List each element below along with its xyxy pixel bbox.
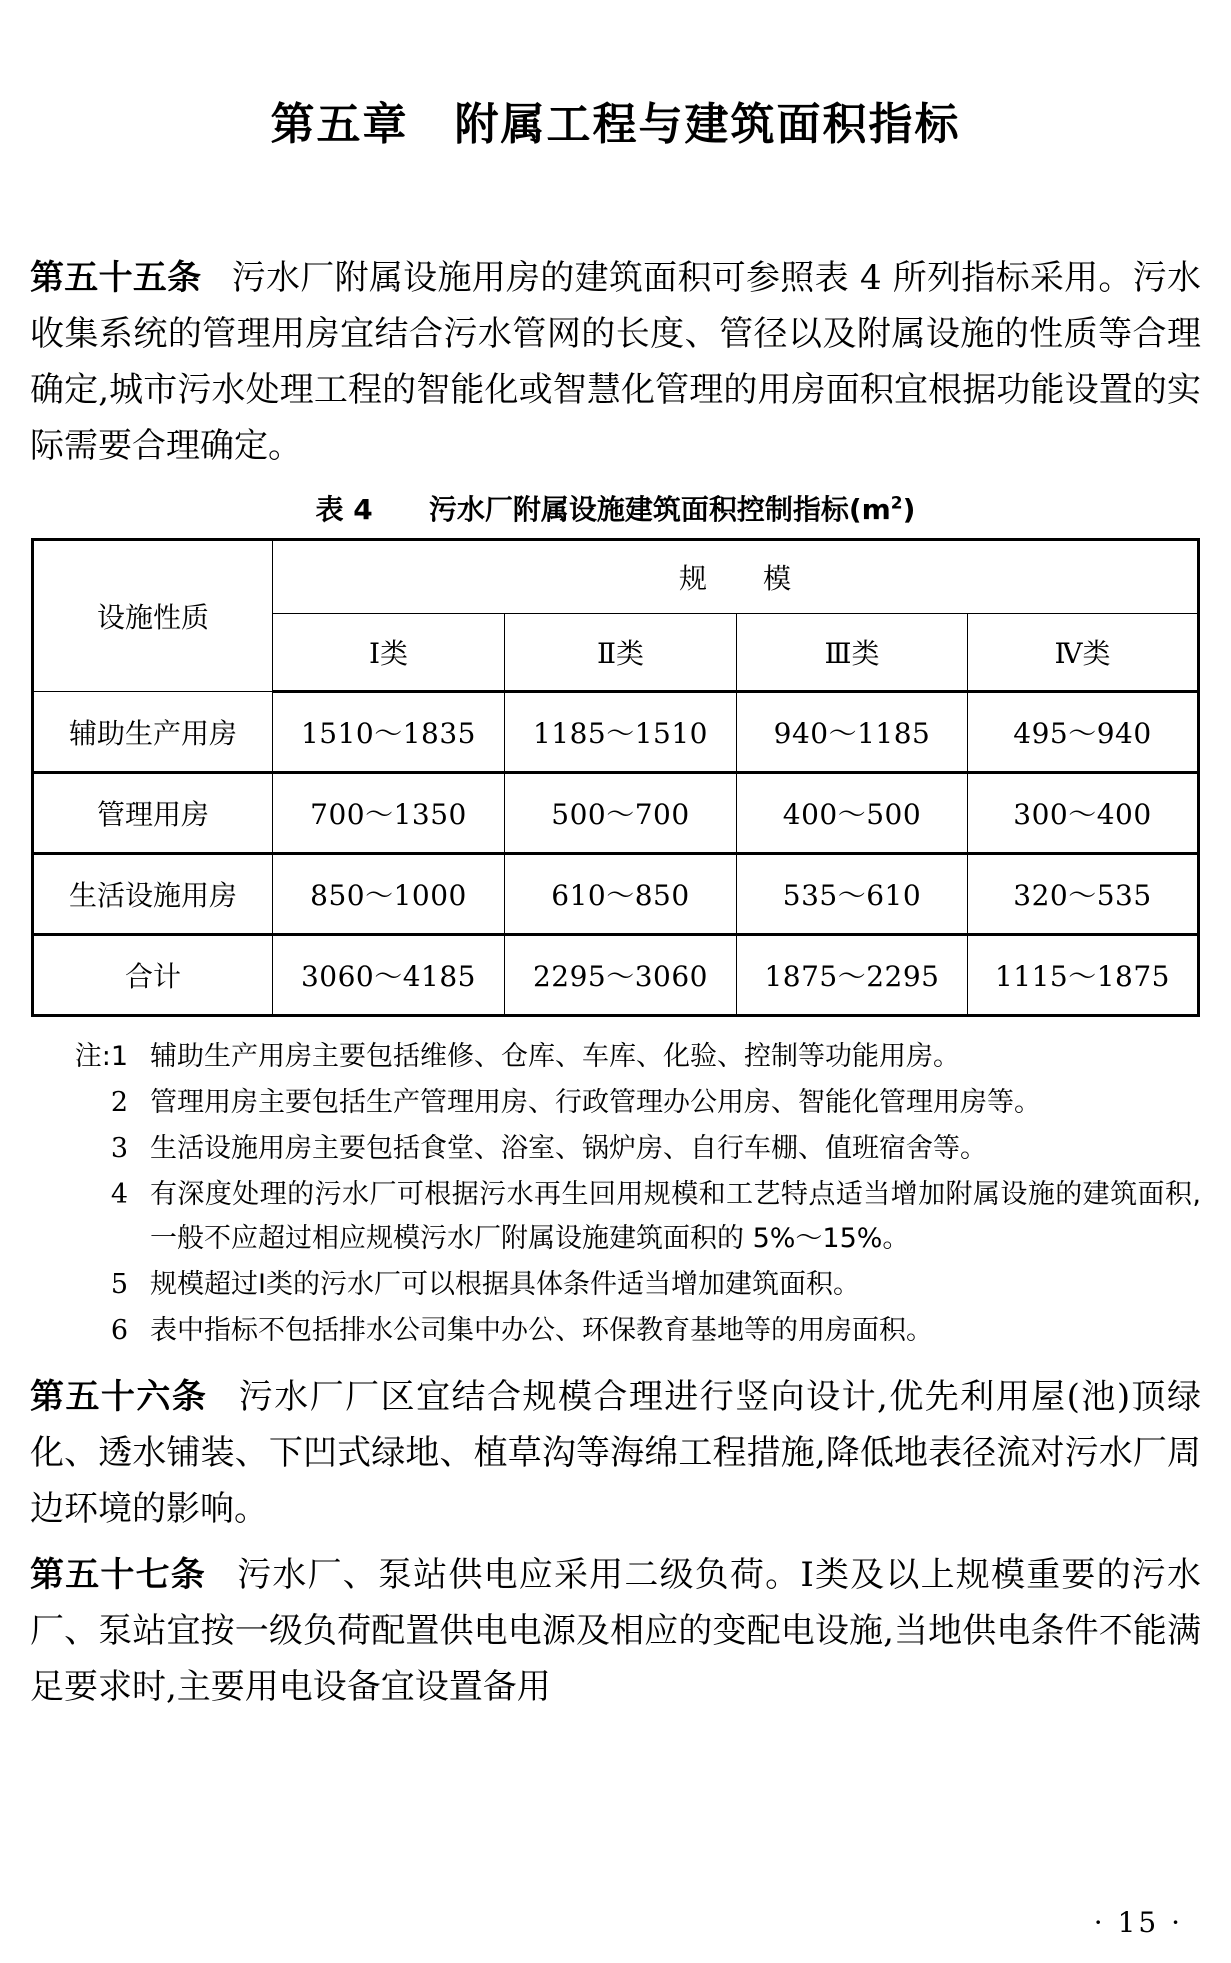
table-row: [32, 692, 1198, 773]
header-property-label: 设施性质: [32, 540, 272, 692]
cell-aux-class3: 940～1185: [736, 692, 967, 773]
note-marker-4: 4: [110, 1179, 128, 1210]
article-57-label: 第五十七条: [30, 1555, 206, 1595]
cell-mgmt-class2: 500～700: [504, 773, 736, 854]
article-56-label: 第五十六条: [30, 1377, 208, 1417]
table-header-row-scale: [32, 540, 1198, 614]
table-row: [32, 854, 1198, 935]
table-notes: [30, 1035, 1201, 1353]
page-number: · 15 ·: [1093, 1906, 1183, 1939]
area-index-table: [31, 538, 1200, 1017]
row-label-management: 管理用房: [32, 773, 272, 854]
table-caption-gap: [373, 493, 401, 526]
note-marker-1: 注:1: [74, 1041, 128, 1072]
cell-total-class4: 1115～1875: [967, 935, 1198, 1016]
cell-living-class2: 610～850: [504, 854, 736, 935]
note-item: [30, 1127, 1201, 1171]
cell-living-class1: 850～1000: [272, 854, 504, 935]
note-text-4: 有深度处理的污水厂可根据污水再生回用规模和工艺特点适当增加附属设施的建筑面积,一般不应超过相应规模污水厂附属设施建筑面积的 5%～15%。: [150, 1179, 1201, 1254]
note-text-5: 规模超过Ⅰ类的污水厂可以根据具体条件适当增加建筑面积。: [150, 1269, 860, 1300]
header-scale-label: 规 模: [272, 540, 1198, 614]
table-row: [32, 773, 1198, 854]
note-marker-3: 3: [110, 1133, 128, 1164]
article-55-label: 第五十五条: [30, 258, 202, 298]
note-item: [30, 1263, 1201, 1307]
cell-aux-class2: 1185～1510: [504, 692, 736, 773]
cell-mgmt-class3: 400～500: [736, 773, 967, 854]
cell-mgmt-class1: 700～1350: [272, 773, 504, 854]
table-caption: [30, 488, 1201, 528]
cell-total-class3: 1875～2295: [736, 935, 967, 1016]
cell-living-class4: 320～535: [967, 854, 1198, 935]
note-text-1: 辅助生产用房主要包括维修、仓库、车库、化验、控制等功能用房。: [150, 1041, 960, 1072]
header-class-4: Ⅳ类: [967, 614, 1198, 692]
row-label-living-facility: 生活设施用房: [32, 854, 272, 935]
cell-total-class2: 2295～3060: [504, 935, 736, 1016]
cell-living-class3: 535～610: [736, 854, 967, 935]
table-caption-suffix: ): [902, 493, 916, 526]
table-row: [32, 935, 1198, 1016]
table-caption-main: 污水厂附属设施建筑面积控制指标(m: [428, 493, 891, 526]
note-item: [30, 1309, 1201, 1353]
cell-total-class1: 3060～4185: [272, 935, 504, 1016]
article-56-text: 污水厂厂区宜结合规模合理进行竖向设计,优先利用屋(池)顶绿化、透水铺装、下凹式绿地、植草沟等海绵工程措施,降低地表径流对污水厂周边环境的影响。: [30, 1377, 1202, 1529]
row-label-auxiliary-production: 辅助生产用房: [32, 692, 272, 773]
note-text-2: 管理用房主要包括生产管理用房、行政管理办公用房、智能化管理用房等。: [150, 1087, 1041, 1118]
note-item: [30, 1081, 1201, 1125]
header-class-3: Ⅲ类: [736, 614, 967, 692]
cell-aux-class1: 1510～1835: [272, 692, 504, 773]
table-caption-prefix: 表 4: [315, 493, 373, 526]
table-caption-gap2: [401, 493, 429, 526]
header-class-2: Ⅱ类: [504, 614, 736, 692]
cell-aux-class4: 495～940: [967, 692, 1198, 773]
header-class-1: Ⅰ类: [272, 614, 504, 692]
article-57: [30, 1547, 1201, 1715]
note-marker-5: 5: [110, 1269, 128, 1300]
note-item: [30, 1035, 1201, 1079]
row-label-total: 合计: [32, 935, 272, 1016]
page-title: 第五章 附属工程与建筑面积指标: [270, 99, 961, 150]
note-text-3: 生活设施用房主要包括食堂、浴室、锅炉房、自行车棚、值班宿舍等。: [150, 1133, 987, 1164]
article-55-text: 污水厂附属设施用房的建筑面积可参照表 4 所列指标采用。污水收集系统的管理用房宜结合污水管网的长度、管径以及附属设施的性质等合理确定,城市污水处理工程的智能化或智慧化管理的用房面积宜根据功能设置的实际需要合理确定。: [30, 258, 1201, 466]
article-57-text: 污水厂、泵站供电应采用二级负荷。Ⅰ类及以上规模重要的污水厂、泵站宜按一级负荷配置供电电源及相应的变配电设施,当地供电条件不能满足要求时,主要用电设备宜设置备用: [30, 1555, 1201, 1707]
note-marker-2: 2: [110, 1087, 128, 1118]
article-56: [30, 1369, 1201, 1537]
note-text-6: 表中指标不包括排水公司集中办公、环保教育基地等的用房面积。: [150, 1315, 933, 1346]
note-marker-6: 6: [110, 1315, 128, 1346]
table-caption-superscript: 2: [890, 493, 903, 514]
note-item: [30, 1173, 1201, 1261]
cell-mgmt-class4: 300～400: [967, 773, 1198, 854]
article-55: [30, 250, 1201, 474]
